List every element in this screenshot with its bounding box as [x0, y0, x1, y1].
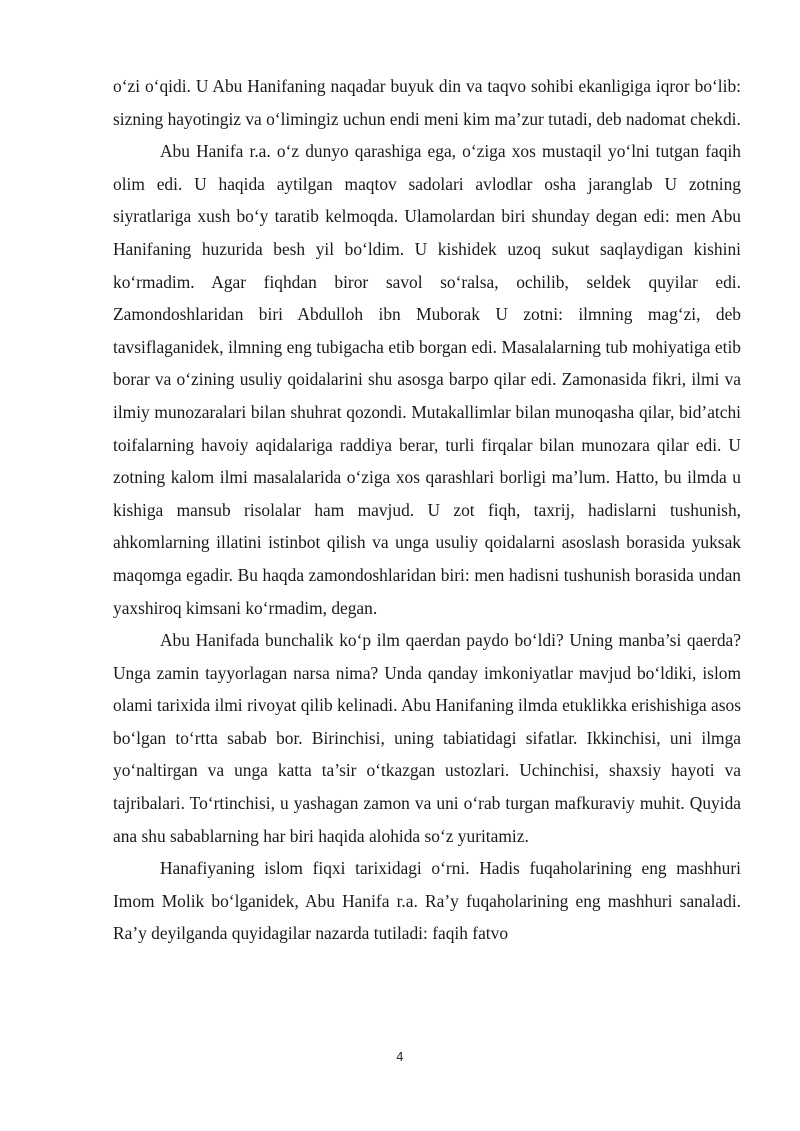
paragraph-1: o‘zi o‘qidi. U Abu Hanifaning naqadar buyuk din va taqvo sohibi ekanligiga iqror bo‘lib: sizning hayotingiz va o‘limingiz uchun endi meni kim ma’zur tutadi, deb nadomat chekdi.: [113, 76, 741, 129]
paragraph-4: Hanafiyaning islom fiqxi tarixidagi o‘rni. Hadis fuqaholarining eng mashhuri Imom Molik bo‘lganidek, Abu Hanifa r.a. Ra’y fuqaholarining eng mashhuri sanaladi. Ra’y deyilganda quyidagilar nazarda tutiladi: faqih fatvo: [113, 858, 741, 944]
page-number: 4: [396, 1050, 404, 1064]
paragraph-3: Abu Hanifada bunchalik ko‘p ilm qaerdan paydo bo‘ldi? Uning manba’si qaerda? Unga zamin tayyorlagan narsa nima? Unda qanday imkoniyatlar mavjud bo‘ldiki, islom olami tarixida ilmi rivoyat qilib kelinadi. Abu Hanifaning ilmda etuklikka erishishiga asos bo‘lgan to‘rtta sabab bor. Birinchisi, uning tabiatidagi sifatlar. Ikkinchisi, uni ilmga yo‘naltirgan va unga katta ta’sir o‘tkazgan ustozlari. Uchinchisi, shaxsiy hayoti va tajribalari. To‘rtinchisi, u yashagan zamon va uni o‘rab turgan mafkuraviy muhit. Quyida ana shu sabablarning har biri haqida alohida so‘z yuritamiz.: [113, 630, 741, 846]
paragraph-2: Abu Hanifa r.a. o‘z dunyo qarashiga ega, o‘ziga xos mustaqil yo‘lni tutgan faqih olim edi. U haqida aytilgan maqtov sadolari avlodlar osha jaranglab U zotning siyratlariga xush bo‘y taratib kelmoqda. Ulamolardan biri shunday degan edi: men Abu Hanifaning huzurida besh yil bo‘ldim. U kishidek uzoq sukut saqlaydigan kishini ko‘rmadim. Agar fiqhdan biror savol so‘ralsa, ochilib, seldek quyilar edi. Zamondoshlaridan biri Abdulloh ibn Muborak U zotni: ilmning mag‘zi, deb tavsiflaganidek, ilmning eng tubigacha etib borgan edi. Masalalarning tub mohiyatiga etib borar va o‘zining usuliy qoidalarini shu asosga barpo qilar edi. Zamonasida fikri, ilmi va ilmiy munozaralari bilan shuhrat qozondi. Mutakallimlar bilan munoqasha qilar, bid’atchi toifalarning havoiy aqidalariga raddiya berar, turli firqalar bilan munozara qilar edi. U zotning kalom ilmi masalalarida o‘ziga xos qarashlari borligi ma’lum. Hatto, bu ilmda u kishiga mansub risolalar ham mavjud. U zot fiqh, taxrij, hadislarni tushunish, ahkomlarning illatini istinbot qilish va unga usuliy qoidalarni asoslash borasida yuksak maqomga egadir. Bu haqda zamondoshlaridan biri: men hadisni tushunish borasida undan yaxshiroq kimsani ko‘rmadim, degan.: [113, 141, 741, 618]
document-page: [113, 70, 741, 950]
